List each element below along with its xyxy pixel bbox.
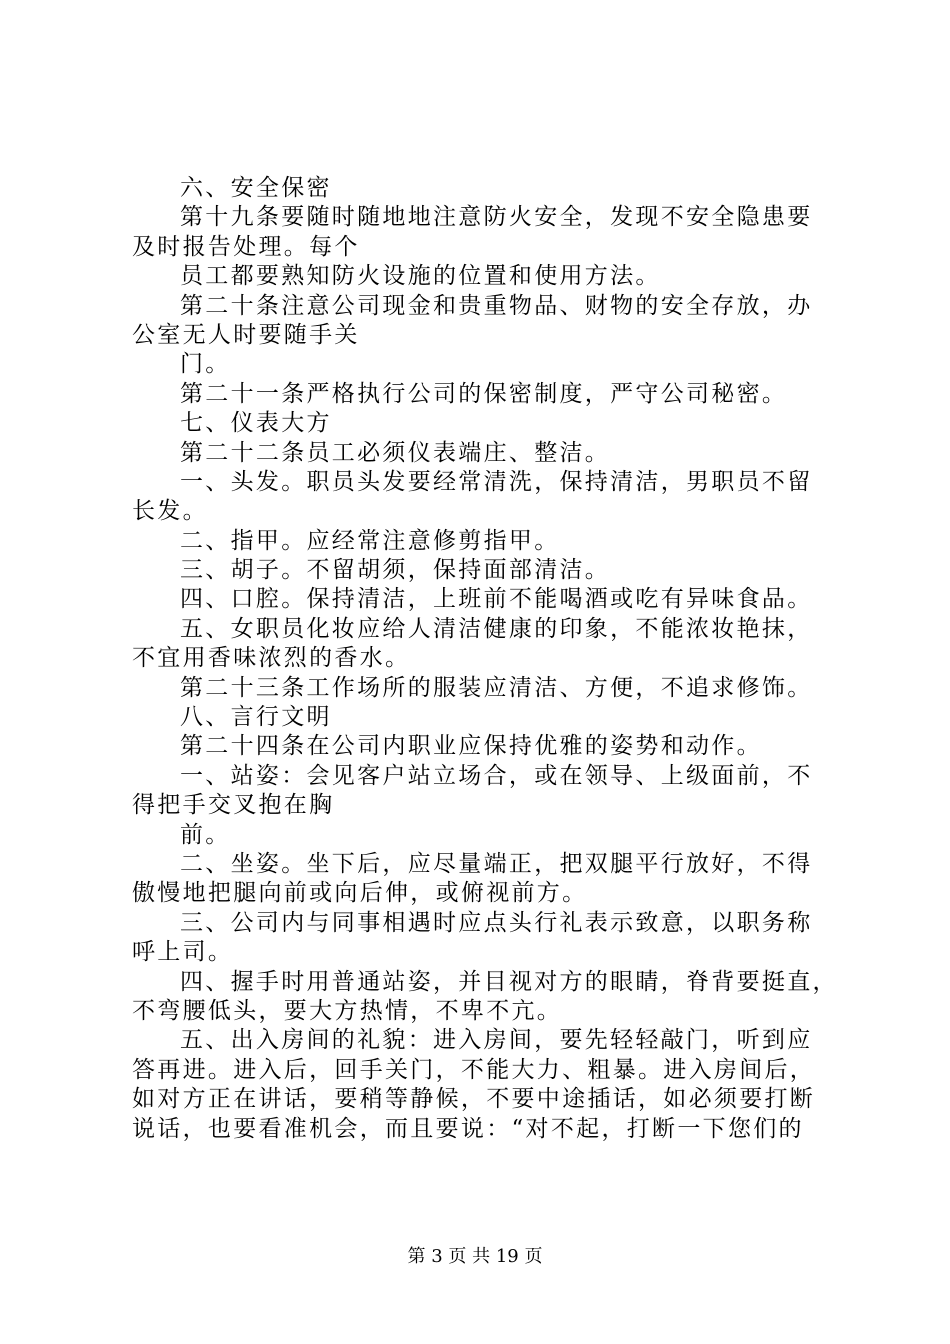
text-line: 不宜用香味浓烈的香水。 (132, 645, 411, 672)
text-line: 八、言行文明 (180, 704, 332, 731)
text-line: 答再进。进入后，回手关门，不能大力、粗暴。进入房间后， (132, 1056, 816, 1083)
text-line: 说话，也要看准机会，而且要说：“对不起，打断一下您们的 (132, 1115, 804, 1142)
text-line: 员工都要熟知防火设施的位置和使用方法。 (180, 263, 661, 290)
text-line: 三、胡子。不留胡须，保持面部清洁。 (180, 557, 611, 584)
text-line: 傲慢地把腿向前或向后伸，或俯视前方。 (132, 880, 588, 907)
text-line: 不弯腰低头，要大方热情，不卑不亢。 (132, 997, 563, 1024)
text-line: 第十九条要随时随地地注意防火安全，发现不安全隐患要 (180, 204, 813, 231)
document-body (132, 174, 838, 1144)
text-line: 二、指甲。应经常注意修剪指甲。 (180, 527, 560, 554)
text-line: 二、坐姿。坐下后，应尽量端正，把双腿平行放好，不得 (180, 850, 813, 877)
text-line: 第二十三条工作场所的服装应清洁、方便，不追求修饰。 (180, 674, 813, 701)
text-line: 得把手交叉抱在胸 (132, 792, 335, 819)
text-line: 前。 (180, 821, 231, 848)
text-line: 公室无人时要随手关 (132, 321, 360, 348)
text-line: 三、公司内与同事相遇时应点头行礼表示致意，以职务称 (180, 909, 813, 936)
text-line: 七、仪表大方 (180, 410, 332, 437)
text-line: 一、头发。职员头发要经常清洗，保持清洁，男职员不留 (180, 468, 813, 495)
text-line: 门。 (180, 351, 231, 378)
text-line: 及时报告处理。每个 (132, 233, 360, 260)
text-line: 四、握手时用普通站姿，并目视对方的眼睛，脊背要挺直， (180, 968, 838, 995)
text-line: 四、口腔。保持清洁，上班前不能喝酒或吃有异味食品。 (180, 586, 813, 613)
page-number-footer: 第 3 页 共 19 页 (407, 1246, 543, 1267)
text-line: 长发。 (132, 498, 208, 525)
text-line: 第二十四条在公司内职业应保持优雅的姿势和动作。 (180, 733, 762, 760)
text-line: 五、女职员化妆应给人清洁健康的印象，不能浓妆艳抹， (180, 615, 813, 642)
text-line: 五、出入房间的礼貌：进入房间，要先轻轻敲门，听到应 (180, 1027, 813, 1054)
text-line: 如对方正在讲话，要稍等静候，不要中途插话，如必须要打断 (132, 1086, 816, 1113)
text-line: 第二十一条严格执行公司的保密制度，严守公司秘密。 (180, 380, 788, 407)
text-line: 呼上司。 (132, 939, 234, 966)
text-line: 一、站姿：会见客户站立场合，或在领导、上级面前，不 (180, 762, 813, 789)
text-line: 第二十条注意公司现金和贵重物品、财物的安全存放，办 (180, 292, 813, 319)
text-line: 第二十二条员工必须仪表端庄、整洁。 (180, 439, 611, 466)
text-line: 六、安全保密 (180, 175, 332, 201)
